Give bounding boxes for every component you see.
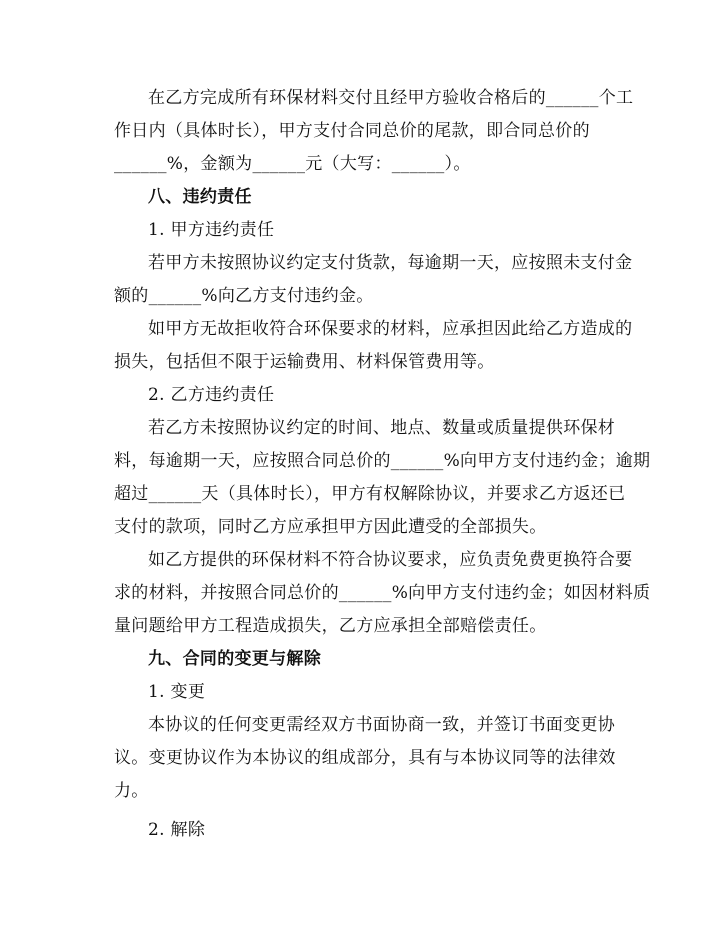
subsection-heading: 2. 乙方违约责任 bbox=[148, 385, 275, 405]
section-heading: 八、违约责任 bbox=[148, 187, 252, 207]
subsection-heading: 2. 解除 bbox=[148, 820, 206, 840]
paragraph-line: ______%，金额为______元（大写：______）。 bbox=[114, 154, 471, 174]
paragraph-line: 力。 bbox=[114, 781, 149, 801]
section-heading: 九、合同的变更与解除 bbox=[148, 649, 321, 669]
paragraph-line: 在乙方完成所有环保材料交付且经甲方验收合格后的______个工 bbox=[148, 88, 634, 108]
paragraph-line: 若甲方未按照协议约定支付货款，每逾期一天，应按照未支付金 bbox=[148, 253, 633, 273]
subsection-heading: 1. 甲方违约责任 bbox=[148, 220, 275, 240]
subsection-heading: 1. 变更 bbox=[148, 682, 206, 702]
paragraph-line: 议。变更协议作为本协议的组成部分，具有与本协议同等的法律效 bbox=[114, 748, 616, 768]
paragraph-line: 本协议的任何变更需经双方书面协商一致，并签订书面变更协 bbox=[148, 715, 616, 735]
paragraph-line: 如甲方无故拒收符合环保要求的材料，应承担因此给乙方造成的 bbox=[148, 319, 633, 339]
paragraph-line: 损失，包括但不限于运输费用、材料保管费用等。 bbox=[114, 352, 495, 372]
paragraph-line: 料，每逾期一天，应按照合同总价的______%向甲方支付违约金；逾期 bbox=[114, 451, 651, 471]
paragraph-line: 若乙方未按照协议约定的时间、地点、数量或质量提供环保材 bbox=[148, 418, 616, 438]
paragraph-line: 作日内（具体时长），甲方支付合同总价的尾款，即合同总价的 bbox=[114, 121, 590, 141]
paragraph-line: 支付的款项，同时乙方应承担甲方因此遭受的全部损失。 bbox=[114, 517, 547, 537]
paragraph-line: 超过______天（具体时长），甲方有权解除协议，并要求乙方返还已 bbox=[114, 484, 626, 504]
paragraph-line: 量问题给甲方工程造成损失，乙方应承担全部赔偿责任。 bbox=[114, 616, 547, 636]
paragraph-line: 如乙方提供的环保材料不符合协议要求，应负责免费更换符合要 bbox=[148, 550, 633, 570]
paragraph-line: 额的______%向乙方支付违约金。 bbox=[114, 286, 374, 306]
paragraph-line: 求的材料，并按照合同总价的______%向甲方支付违约金；如因材料质 bbox=[114, 583, 651, 603]
